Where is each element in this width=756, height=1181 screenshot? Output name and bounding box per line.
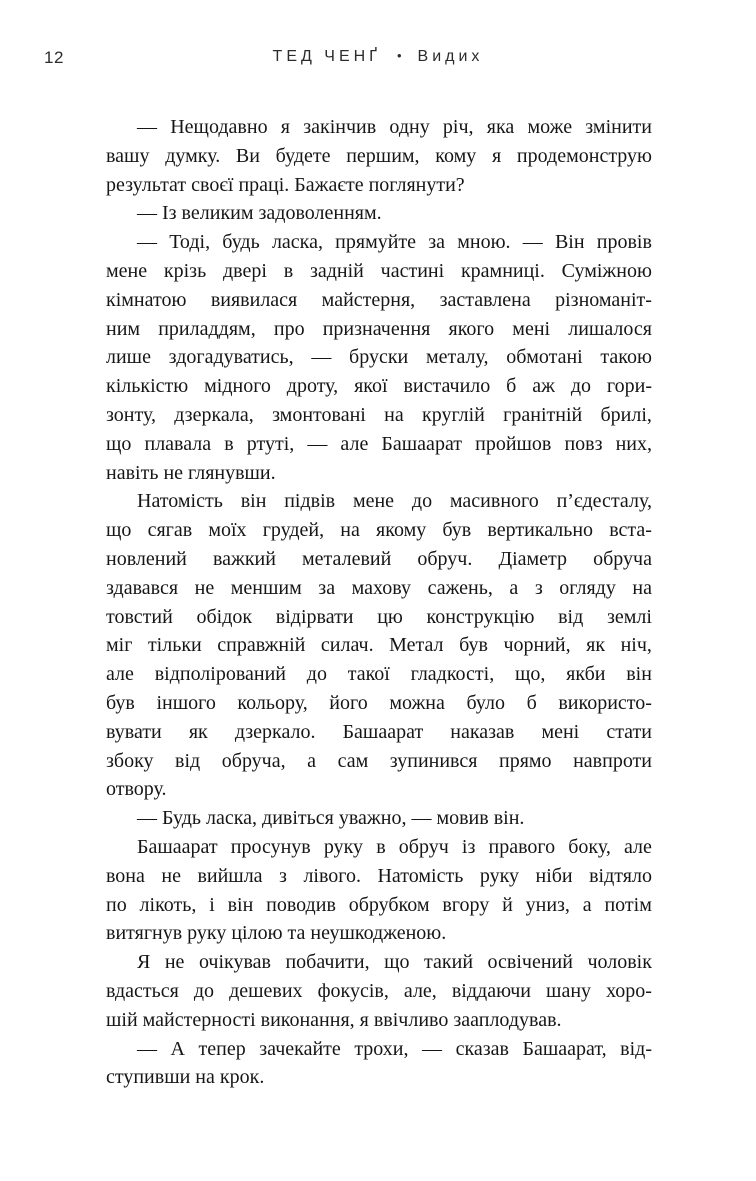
text-line: кількістю мідного дроту, якої вистачило б аж до гори- (106, 375, 652, 398)
text-line: але відполірований до такої гладкості, що, якби він (106, 663, 652, 686)
text-line: що сягав моїх грудей, на якому був вертикально вста- (106, 519, 652, 542)
text-line: вашу думку. Ви будете першим, кому я продемонструю (106, 144, 652, 167)
text-line: був іншого кольору, його можна було б використо- (106, 691, 652, 714)
text-line: Башаарат просунув руку в обруч із правого боку, але (137, 835, 652, 858)
body-text (106, 113, 652, 1092)
text-line: вувати як дзеркало. Башаарат наказав мені стати (106, 720, 652, 743)
text-line: — Нещодавно я закінчив одну річ, яка може змінити (137, 116, 652, 138)
text-line: Натомість він підвів мене до масивного п’єдесталу, (137, 490, 652, 513)
text-line: ним приладдям, про призначення якого мені лишалося (106, 317, 652, 340)
text-line: — Будь ласка, дивіться уважно, — мовив він. (137, 807, 525, 830)
text-line: ступивши на крок. (106, 1066, 265, 1089)
header-separator-bullet: • (396, 48, 402, 63)
text-line: здавався не меншим за махову сажень, а з огляду на (106, 576, 652, 599)
text-line: навіть не глянувши. (106, 461, 276, 484)
running-header (0, 48, 756, 70)
header-author: ТЕД ЧЕНҐ (272, 48, 381, 65)
text-line: збоку від обруча, а сам зупинився прямо навпроти (106, 749, 652, 772)
header-book-title: Видих (417, 48, 484, 65)
text-line: результат своєї праці. Бажаєте поглянути? (106, 173, 465, 196)
paragraph (106, 804, 652, 833)
text-line: — Тоді, будь ласка, прямуйте за мною. — Він провів (137, 231, 652, 254)
text-line: новлений важкий металевий обруч. Діаметр обруча (106, 547, 652, 570)
text-line: — А тепер зачекайте трохи, — сказав Башаарат, від- (137, 1037, 652, 1060)
paragraph (106, 487, 652, 804)
paragraph (106, 199, 652, 228)
text-line: — Із великим задоволенням. (137, 202, 382, 225)
text-line: вона не вийшла з лівого. Натомість руку ніби відтяло (106, 864, 652, 887)
header-center (0, 48, 756, 66)
text-line: лише здогадуватись, — бруски металу, обмотані такою (106, 346, 652, 369)
text-line: що плавала в ртуті, — але Башаарат пройшов повз них, (106, 432, 652, 455)
text-line: зонту, дзеркала, змонтовані на круглій гранітній брилі, (106, 403, 652, 426)
text-line: вдасться до дешевих фокусів, але, віддаючи шану хоро- (106, 979, 652, 1002)
text-line: мене крізь двері в задній частині крамниці. Суміжною (106, 259, 652, 282)
text-line: по лікоть, і він поводив обрубком вгору й униз, а потім (106, 893, 652, 916)
text-line: кімнатою виявилася майстерня, заставлена різноманіт- (106, 288, 652, 311)
text-line: витягнув руку цілою та неушкодженою. (106, 922, 447, 945)
text-line: Я не очікував побачити, що такий освічений чоловік (137, 951, 652, 974)
page-number: 12 (44, 48, 64, 67)
paragraph (106, 833, 652, 948)
text-line: міг тільки справжній силач. Метал був чорний, як ніч, (106, 634, 652, 657)
paragraph (106, 113, 652, 199)
paragraph (106, 1035, 652, 1093)
text-line: шій майстерності виконання, я ввічливо зааплодував. (106, 1008, 562, 1031)
text-line: отвору. (106, 778, 167, 801)
text-line: товстий обідок відірвати цю конструкцію від землі (106, 605, 652, 628)
paragraph (106, 948, 652, 1034)
paragraph (106, 228, 652, 487)
